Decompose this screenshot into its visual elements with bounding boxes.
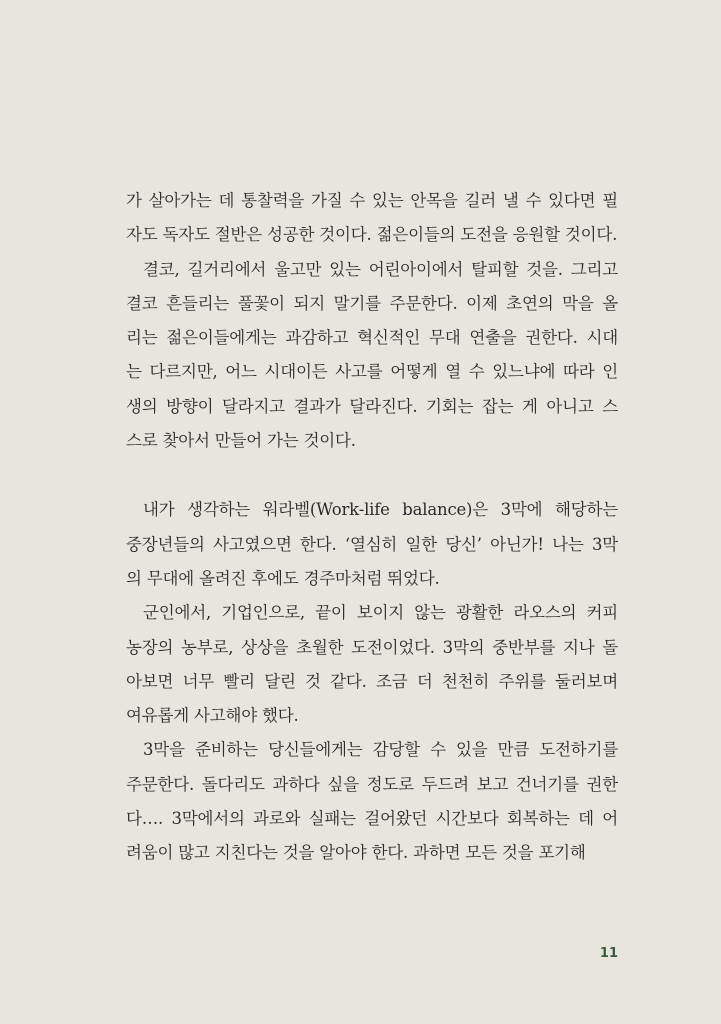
text-line: 주문한다. 돌다리도 과하다 싶을 정도로 두드려 보고 건너기를 권한 (126, 774, 618, 794)
paragraph (126, 596, 618, 733)
text-line: 3막을 준비하는 당신들에게는 감당할 수 있을 만큼 도전하기를 (143, 740, 618, 760)
text-line: 는 다르지만, 어느 시대이든 사고를 어떻게 열 수 있느냐에 따라 인 (126, 362, 618, 382)
text-line: 스로 찾아서 만들어 가는 것이다. (126, 431, 356, 451)
body-text (126, 184, 618, 871)
paragraph (126, 733, 618, 870)
text-line: 가 살아가는 데 통찰력을 가질 수 있는 안목을 길러 낼 수 있다면 필 (126, 191, 618, 210)
text-line: 자도 독자도 절반은 성공한 것이다. 젊은이들의 도전을 응원할 것이다. (126, 225, 618, 245)
text-line: 농장의 농부로, 상상을 초월한 도전이었다. 3막의 중반부를 지나 돌 (126, 637, 618, 657)
text-line: 리는 젊은이들에게는 과감하고 혁신적인 무대 연출을 권한다. 시대 (126, 328, 618, 348)
paragraph-gap (126, 458, 618, 493)
paragraph (126, 493, 618, 596)
text-line: 내가 생각하는 워라벨(Work-life balance)은 3막에 해당하는 (143, 500, 618, 520)
text-line: 다…. 3막에서의 과로와 실패는 걸어왔던 시간보다 회복하는 데 어 (126, 809, 618, 829)
text-line: 아보면 너무 빨리 달린 것 같다. 조금 더 천천히 주위를 둘러보며 (126, 671, 618, 691)
text-line: 생의 방향이 달라지고 결과가 달라진다. 기회는 잡는 게 아니고 스 (126, 396, 618, 416)
text-line: 군인에서, 기업인으로, 끝이 보이지 않는 광활한 라오스의 커피 (143, 603, 618, 623)
page-number: 11 (599, 946, 618, 961)
text-line: 여유롭게 사고해야 했다. (126, 706, 299, 726)
text-line: 의 무대에 올려진 후에도 경주마처럼 뛰었다. (126, 568, 440, 588)
paragraph (126, 184, 618, 253)
text-line: 결코 흔들리는 풀꽃이 되지 말기를 주문한다. 이제 초연의 막을 올 (126, 293, 618, 313)
text-line: 중장년들의 사고였으면 한다. ‘열심히 일한 당신’ 아닌가! 나는 3막 (126, 534, 618, 554)
text-line: 려움이 많고 지친다는 것을 알아야 한다. 과하면 모든 것을 포기해 (126, 843, 586, 863)
text-line: 결코, 길거리에서 울고만 있는 어린아이에서 탈피할 것을. 그리고 (143, 259, 618, 279)
paragraph (126, 253, 618, 459)
